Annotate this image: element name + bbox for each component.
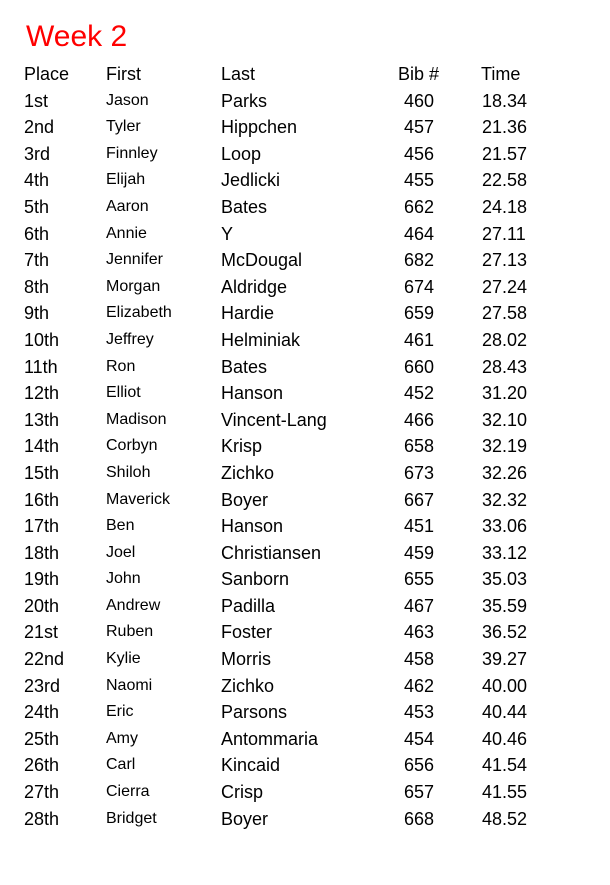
- cell-first-name: Ben: [106, 517, 135, 535]
- cell-bib-number: 461: [404, 329, 435, 350]
- cell-last-name: Hanson: [221, 516, 284, 537]
- cell-bib-number: 656: [404, 755, 435, 776]
- cell-place: 7th: [24, 250, 50, 271]
- cell-bib-number: 454: [404, 728, 435, 749]
- cell-time: 24.18: [482, 196, 528, 217]
- cell-time: 28.43: [482, 356, 528, 377]
- cell-place: 26th: [24, 755, 60, 776]
- cell-place: 21st: [24, 622, 59, 643]
- cell-place: 25th: [24, 728, 60, 749]
- cell-last-name: Crisp: [221, 782, 264, 803]
- cell-place: 16th: [24, 489, 60, 510]
- cell-place: 1st: [24, 90, 49, 111]
- table-row: [0, 460, 610, 487]
- cell-first-name: Elizabeth: [106, 304, 172, 322]
- cell-last-name: Zichko: [221, 675, 275, 696]
- cell-bib-number: 455: [404, 170, 435, 191]
- cell-time: 32.19: [482, 436, 528, 457]
- cell-time: 32.26: [482, 462, 528, 483]
- cell-place: 3rd: [24, 143, 51, 164]
- cell-bib-number: 464: [404, 223, 435, 244]
- header-last: Last: [221, 64, 256, 84]
- table-row: [0, 619, 610, 646]
- cell-time: 36.52: [482, 622, 528, 643]
- cell-time: 32.32: [482, 489, 528, 510]
- cell-bib-number: 457: [404, 117, 435, 138]
- cell-place: 5th: [24, 196, 50, 217]
- cell-first-name: Carl: [106, 756, 136, 774]
- cell-time: 27.13: [482, 250, 528, 271]
- cell-time: 41.55: [482, 782, 528, 803]
- cell-place: 22nd: [24, 649, 65, 670]
- page-title: Week 2: [26, 20, 128, 53]
- cell-first-name: Aaron: [106, 197, 149, 215]
- cell-place: 12th: [24, 383, 60, 404]
- cell-place: 4th: [24, 170, 50, 191]
- table-row: [0, 88, 610, 115]
- cell-first-name: Jason: [106, 91, 149, 109]
- table-row: [0, 566, 610, 593]
- cell-first-name: John: [106, 570, 141, 588]
- cell-bib-number: 458: [404, 649, 435, 670]
- cell-place: 13th: [24, 409, 60, 430]
- table-row: [0, 646, 610, 673]
- cell-bib-number: 460: [404, 90, 435, 111]
- table-row: [0, 806, 610, 833]
- cell-place: 6th: [24, 223, 50, 244]
- cell-last-name: Boyer: [221, 808, 269, 829]
- cell-first-name: Ron: [106, 357, 136, 375]
- cell-place: 17th: [24, 516, 60, 537]
- cell-bib-number: 456: [404, 143, 435, 164]
- cell-time: 31.20: [482, 383, 528, 404]
- cell-bib-number: 462: [404, 675, 435, 696]
- cell-time: 40.00: [482, 675, 528, 696]
- table-row: [0, 194, 610, 221]
- cell-place: 9th: [24, 303, 50, 324]
- table-row: [0, 779, 610, 806]
- table-row: [0, 221, 610, 248]
- cell-time: 18.34: [482, 90, 528, 111]
- cell-first-name: Tyler: [106, 118, 141, 136]
- cell-last-name: Hanson: [221, 383, 284, 404]
- table-row: [0, 141, 610, 168]
- cell-bib-number: 459: [404, 542, 435, 563]
- cell-time: 40.46: [482, 728, 528, 749]
- cell-place: 23rd: [24, 675, 61, 696]
- table-row: [0, 114, 610, 141]
- cell-first-name: Madison: [106, 410, 167, 428]
- table-row: [0, 433, 610, 460]
- cell-first-name: Eric: [106, 703, 134, 721]
- cell-first-name: Elliot: [106, 384, 141, 402]
- cell-last-name: Zichko: [221, 462, 275, 483]
- cell-time: 27.58: [482, 303, 528, 324]
- cell-last-name: McDougal: [221, 250, 303, 271]
- cell-first-name: Cierra: [106, 783, 150, 801]
- header-first: First: [106, 64, 141, 84]
- cell-bib-number: 451: [404, 516, 435, 537]
- cell-bib-number: 673: [404, 462, 435, 483]
- cell-bib-number: 466: [404, 409, 435, 430]
- cell-first-name: Maverick: [106, 490, 171, 508]
- cell-last-name: Bates: [221, 196, 268, 217]
- table-row: [0, 540, 610, 567]
- table-row: [0, 247, 610, 274]
- cell-bib-number: 453: [404, 702, 435, 723]
- cell-bib-number: 655: [404, 569, 435, 590]
- cell-place: 28th: [24, 808, 60, 829]
- cell-time: 27.24: [482, 276, 528, 297]
- cell-time: 27.11: [482, 223, 526, 244]
- cell-first-name: Kylie: [106, 650, 141, 668]
- cell-last-name: Antommaria: [221, 728, 319, 749]
- cell-last-name: Aldridge: [221, 276, 288, 297]
- table-row: [0, 407, 610, 434]
- cell-last-name: Parks: [221, 90, 268, 111]
- cell-last-name: Sanborn: [221, 569, 290, 590]
- table-row: [0, 593, 610, 620]
- cell-time: 32.10: [482, 409, 528, 430]
- cell-bib-number: 467: [404, 595, 435, 616]
- cell-time: 21.36: [482, 117, 528, 138]
- header-time: Time: [481, 64, 521, 84]
- cell-time: 33.12: [482, 542, 528, 563]
- cell-last-name: Krisp: [221, 436, 263, 457]
- table-row: [0, 487, 610, 514]
- cell-bib-number: 662: [404, 196, 435, 217]
- cell-bib-number: 668: [404, 808, 435, 829]
- cell-place: 27th: [24, 782, 60, 803]
- cell-last-name: Hippchen: [221, 117, 298, 138]
- cell-last-name: Padilla: [221, 595, 276, 616]
- cell-place: 19th: [24, 569, 60, 590]
- table-row: [0, 327, 610, 354]
- table-row: [0, 699, 610, 726]
- cell-last-name: Kincaid: [221, 755, 281, 776]
- cell-first-name: Amy: [106, 729, 138, 747]
- table-row: [0, 513, 610, 540]
- cell-time: 21.57: [482, 143, 528, 164]
- cell-place: 24th: [24, 702, 60, 723]
- cell-bib-number: 658: [404, 436, 435, 457]
- cell-bib-number: 452: [404, 383, 435, 404]
- cell-last-name: Boyer: [221, 489, 269, 510]
- cell-first-name: Elijah: [106, 171, 146, 189]
- cell-time: 39.27: [482, 649, 528, 670]
- cell-last-name: Christiansen: [221, 542, 322, 563]
- cell-last-name: Loop: [221, 143, 262, 164]
- table-row: [0, 380, 610, 407]
- cell-bib-number: 667: [404, 489, 435, 510]
- cell-first-name: Jennifer: [106, 251, 163, 269]
- header-bib: Bib #: [398, 64, 440, 84]
- table-row: [0, 274, 610, 301]
- cell-last-name: Morris: [221, 649, 271, 670]
- cell-place: 11th: [24, 356, 58, 377]
- cell-bib-number: 463: [404, 622, 435, 643]
- header-place: Place: [24, 64, 70, 84]
- results-table: [0, 61, 610, 832]
- cell-last-name: Parsons: [221, 702, 288, 723]
- cell-bib-number: 657: [404, 782, 435, 803]
- table-row: [0, 726, 610, 753]
- cell-first-name: Annie: [106, 224, 147, 242]
- table-row: [0, 673, 610, 700]
- table-row: [0, 167, 610, 194]
- cell-first-name: Naomi: [106, 676, 153, 694]
- cell-first-name: Jeffrey: [106, 330, 154, 348]
- cell-time: 35.59: [482, 595, 528, 616]
- cell-bib-number: 682: [404, 250, 435, 271]
- cell-place: 2nd: [24, 117, 55, 138]
- cell-time: 41.54: [482, 755, 528, 776]
- cell-bib-number: 659: [404, 303, 435, 324]
- cell-last-name: Jedlicki: [221, 170, 281, 191]
- cell-place: 15th: [24, 462, 60, 483]
- cell-bib-number: 660: [404, 356, 435, 377]
- cell-place: 8th: [24, 276, 50, 297]
- cell-bib-number: 674: [404, 276, 435, 297]
- cell-time: 28.02: [482, 329, 528, 350]
- cell-first-name: Corbyn: [106, 437, 158, 455]
- cell-last-name: Bates: [221, 356, 268, 377]
- cell-first-name: Bridget: [106, 809, 157, 827]
- cell-first-name: Finnley: [106, 144, 158, 162]
- table-body: [0, 88, 610, 833]
- cell-time: 22.58: [482, 170, 528, 191]
- cell-last-name: Vincent-Lang: [221, 409, 327, 430]
- cell-place: 20th: [24, 595, 60, 616]
- cell-last-name: Y: [221, 223, 234, 244]
- table-header-row: [0, 61, 610, 88]
- cell-time: 48.52: [482, 808, 528, 829]
- cell-first-name: Shiloh: [106, 463, 151, 481]
- cell-last-name: Foster: [221, 622, 273, 643]
- cell-place: 14th: [24, 436, 60, 457]
- cell-time: 35.03: [482, 569, 528, 590]
- cell-last-name: Helminiak: [221, 329, 301, 350]
- table-row: [0, 354, 610, 381]
- table-row: [0, 300, 610, 327]
- cell-time: 40.44: [482, 702, 528, 723]
- cell-place: 10th: [24, 329, 60, 350]
- cell-last-name: Hardie: [221, 303, 275, 324]
- cell-first-name: Morgan: [106, 277, 161, 295]
- cell-place: 18th: [24, 542, 60, 563]
- cell-time: 33.06: [482, 516, 528, 537]
- table-row: [0, 752, 610, 779]
- cell-first-name: Ruben: [106, 623, 154, 641]
- cell-first-name: Joel: [106, 543, 136, 561]
- cell-first-name: Andrew: [106, 596, 161, 614]
